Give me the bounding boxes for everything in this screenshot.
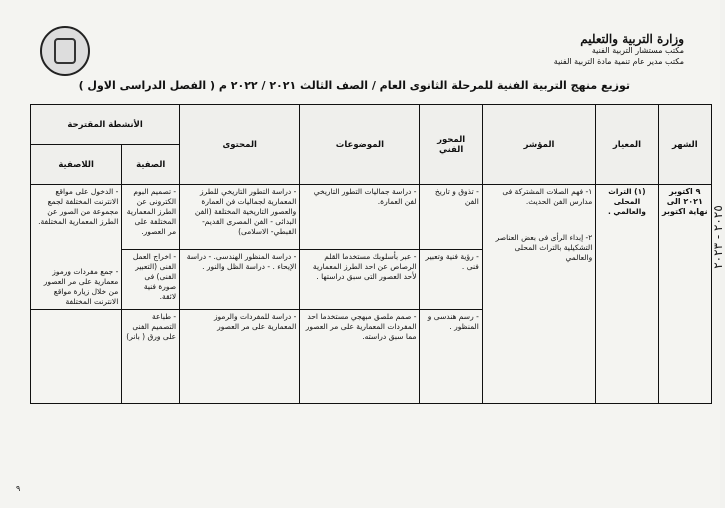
- cell-axis-2: - رؤية فنية وتعبير فنى .: [420, 250, 482, 310]
- header-indicator: المؤشر: [482, 105, 595, 185]
- cell-classroom-2: - اخراج العمل الفنى (التعبير الفنى) فى صورة فنية لائقة.: [122, 250, 180, 310]
- extra-activity-2: - جمع مفردات ورموز معمارية على مر العصور من خلال زيارة مواقع الانترنت المختلفة: [43, 267, 119, 307]
- cell-standard: (١) التراث المحلى والعالمي .: [596, 185, 658, 404]
- header-activities: الأنشطة المقترحة: [31, 105, 180, 145]
- cell-classroom-1: - تصميم البوم الكترونى عن الطرز المعمارية المختلفة على مر العصور.: [122, 185, 180, 250]
- ministry-logo-icon: [40, 26, 90, 76]
- indicator-2: ٢- إبداء الرأى فى بعض العناصر التشكيلية بالتراث المحلى والعالمي: [495, 233, 593, 263]
- cell-topic-1: - دراسة جماليات التطور التاريخي لفن العمارة.: [300, 185, 420, 250]
- cell-extra-empty: [31, 310, 122, 404]
- cell-topic-2: - عبر بأسلوبك مستخدما القلم الرصاص عن احد الطرز المعمارية لأحد العصور التى سبق دراستها .: [300, 250, 420, 310]
- document-title: توزيع منهج التربية الفنية للمرحلة الثانوى العام / الصف الثالث ٢٠٢١ / ٢٠٢٢ م ( الفصل الدراسى الاول ): [78, 79, 630, 92]
- page-number: ٩: [16, 484, 21, 493]
- ministry-name: وزارة التربية والتعليم: [580, 32, 684, 46]
- header-axis: المحور الفني: [420, 105, 482, 185]
- curriculum-table: [30, 104, 712, 404]
- cell-extra-1: [31, 185, 122, 310]
- header-content: المحتوى: [180, 105, 300, 185]
- extra-activity-1: - الدخول على مواقع الانترنت المختلفة لجمع مجموعة من الصور عن الطرز المعمارية المختلفة.: [38, 187, 119, 227]
- handwritten-note: ٢٠٢٥ - ٢٠٢٣: [710, 205, 725, 269]
- header-extracurricular: اللاصفية: [31, 145, 122, 185]
- cell-topic-3: - صمم ملصق مبهجي مستخدما احد المفردات المعمارية على مر العصور مما سبق دراسته.: [300, 310, 420, 404]
- indicator-1: ١- فهم الصلات المشتركة فى مدارس الفن الحديث.: [502, 187, 593, 207]
- sub-office-name: مكتب مدير عام تنمية مادة التربية الفنية: [553, 57, 684, 66]
- letterhead: [554, 34, 684, 67]
- header-month: الشهر: [658, 105, 711, 185]
- cell-month: ٩ اكتوبر ٢٠٢١ الى نهاية اكتوبر: [658, 185, 711, 404]
- office-name: مكتب مستشار التربية الفنية: [591, 46, 684, 55]
- cell-axis-3: - رسم هندسى و المنظور .: [420, 310, 482, 404]
- cell-content-1: - دراسة التطور التاريخي للطرز المعمارية لجماليات فن العمارة والعصور التاريخية المختلفة (الفن البدائى - الفن المصرى القديم- القبطي- الاسلامى): [180, 185, 300, 250]
- header-topics: الموضوعات: [300, 105, 420, 185]
- cell-content-3: - دراسة للمفردات والرموز المعمارية على مر العصور: [180, 310, 300, 404]
- cell-axis-1: - تذوق و تاريخ الفن: [420, 185, 482, 250]
- cell-classroom-3: - طباعة التصميم الفنى على ورق ( بانر): [122, 310, 180, 404]
- cell-indicators: [482, 185, 595, 404]
- header-standard: المعيار: [596, 105, 658, 185]
- cell-content-2: - دراسة المنظور الهندسى. - دراسة الإيحاء . - دراسة الظل والنور .: [180, 250, 300, 310]
- header-classroom: الصفية: [122, 145, 180, 185]
